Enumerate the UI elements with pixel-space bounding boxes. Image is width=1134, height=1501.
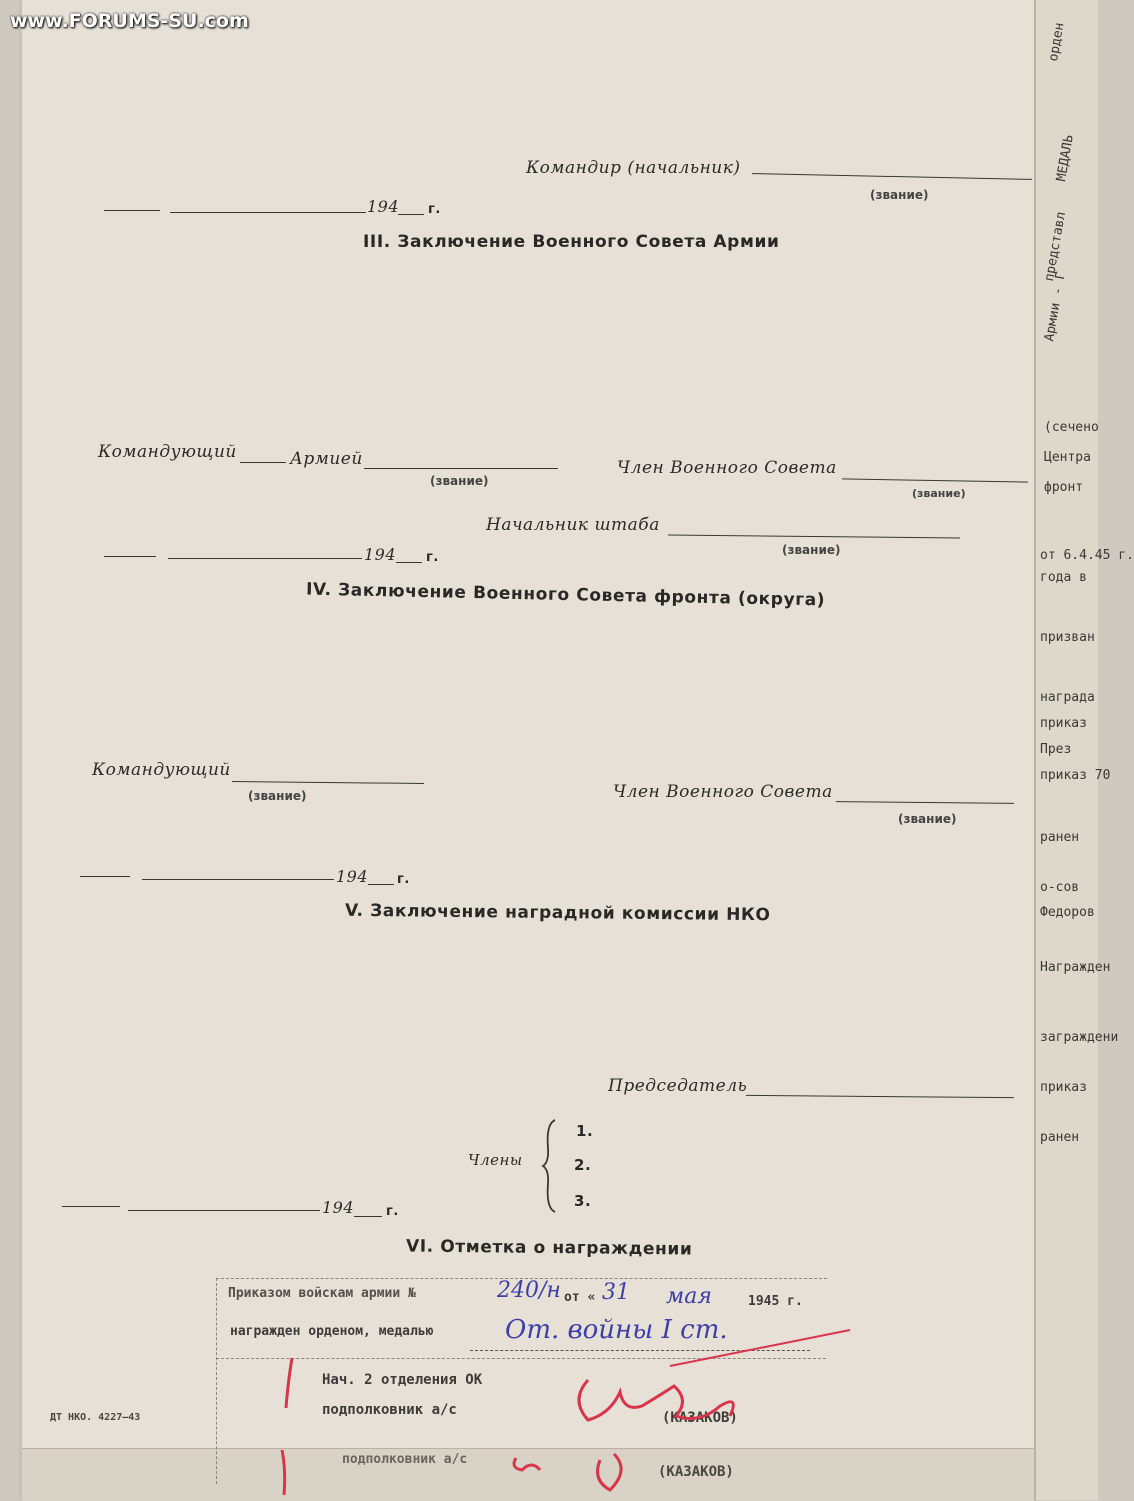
edge-text: призван: [1040, 630, 1095, 645]
edge-text: о-сов: [1040, 880, 1080, 895]
date-suffix: г.: [428, 202, 441, 217]
edge-text: През: [1040, 742, 1072, 757]
official-rank: подполковник а/с: [322, 1402, 457, 1418]
order-year: 1945 г.: [748, 1294, 803, 1309]
edge-text: Награжден: [1040, 960, 1111, 975]
rank-hint: (звание): [248, 789, 307, 803]
edge-text: приказ 70: [1040, 768, 1111, 783]
edge-text: заграждени: [1040, 1030, 1119, 1045]
edge-text: года в: [1040, 570, 1087, 585]
edge-text: Армии - Г: [1042, 270, 1070, 343]
official-name-repeat: (КАЗАКОВ): [658, 1464, 734, 1480]
adjacent-page-edge: [1034, 0, 1134, 1500]
date-suffix: г.: [426, 550, 439, 565]
order-day: 31: [602, 1280, 630, 1305]
members-brace: [540, 1118, 560, 1214]
signature-line: [364, 468, 558, 469]
member-number: 3.: [574, 1192, 592, 1210]
form-code: ДТ НКО. 4227—43: [50, 1412, 141, 1423]
awarded-line: награжден орденом, медалью: [230, 1324, 434, 1339]
date-month-line: [142, 879, 334, 880]
rank-hint: (звание): [782, 543, 841, 557]
chairman-label: Председатель: [608, 1076, 748, 1096]
member-number: 2.: [574, 1156, 592, 1174]
section-3-heading: III. Заключение Военного Совета Армии: [363, 232, 780, 252]
member-number: 1.: [576, 1122, 594, 1140]
edge-text: приказ: [1040, 1080, 1087, 1095]
order-month: мая: [666, 1284, 712, 1309]
date-year-line: [396, 562, 422, 563]
official-rank-repeat: подполковник а/с: [342, 1452, 468, 1467]
members-label: Члены: [468, 1151, 523, 1169]
date-day-line: [104, 210, 160, 211]
date-day-line: [104, 556, 156, 557]
edge-text: (сечено: [1044, 420, 1099, 435]
award-name: От. войны I ст.: [505, 1315, 728, 1345]
section-4-heading: IV. Заключение Военного Совета фронта (округа): [305, 579, 826, 611]
date-day-line: [80, 876, 130, 877]
rank-hint: (звание): [430, 474, 489, 488]
date-day-line: [62, 1206, 120, 1207]
council-member-label: Член Военного Совета: [617, 458, 837, 478]
order-line: Приказом войскам армии №: [228, 1286, 416, 1301]
edge-text: МЕДАЛЬ: [1054, 133, 1077, 183]
signature-line: [240, 462, 286, 463]
rank-hint: (звание): [870, 188, 929, 202]
section-6-heading: VI. Отметка о награждении: [405, 1236, 693, 1260]
army-commander-label: Командующий: [98, 442, 237, 462]
date-year: 194: [336, 867, 369, 886]
order-number: 240/н: [497, 1278, 561, 1303]
edge-text: представл: [1042, 210, 1070, 283]
date-month-line: [168, 558, 362, 559]
edge-text: от 6.4.45 г.: [1040, 548, 1134, 563]
chief-of-staff-label: Начальник штаба: [486, 515, 660, 535]
date-year: 194: [364, 545, 397, 564]
edge-text: ранен: [1040, 1130, 1080, 1145]
edge-text: награда: [1040, 690, 1095, 705]
date-month-line: [128, 1210, 320, 1211]
edge-text: фронт: [1044, 480, 1084, 495]
edge-text: орден: [1046, 21, 1068, 63]
site-watermark: www.FORUMS-SU.com: [10, 10, 249, 32]
date-year-line: [398, 214, 424, 215]
date-year: 194: [367, 197, 400, 216]
date-year: 194: [322, 1198, 355, 1217]
document-page: [22, 0, 1034, 1500]
army-label: Армией: [290, 449, 363, 469]
edge-text: Федоров: [1040, 905, 1095, 920]
rank-hint: (звание): [912, 487, 966, 500]
edge-text: приказ: [1040, 716, 1087, 731]
rank-hint: (звание): [898, 812, 957, 826]
red-pencil-signature: [270, 1320, 850, 1500]
edge-text: ранен: [1040, 830, 1080, 845]
date-year-line: [368, 884, 394, 885]
edge-text: Центра: [1044, 450, 1091, 465]
date-month-line: [170, 212, 366, 213]
official-title: Нач. 2 отделения ОК: [322, 1372, 483, 1388]
order-from-label: от «: [564, 1290, 596, 1305]
date-suffix: г.: [386, 1204, 399, 1219]
commander-label: Командир (начальник): [526, 158, 741, 178]
date-suffix: г.: [397, 872, 410, 887]
council-member-label: Член Военного Совета: [613, 782, 833, 802]
front-commander-label: Командующий: [92, 760, 231, 780]
official-name: (КАЗАКОВ): [662, 1410, 738, 1426]
section-5-heading: V. Заключение наградной комиссии НКО: [344, 900, 771, 926]
date-year-line: [354, 1216, 382, 1217]
